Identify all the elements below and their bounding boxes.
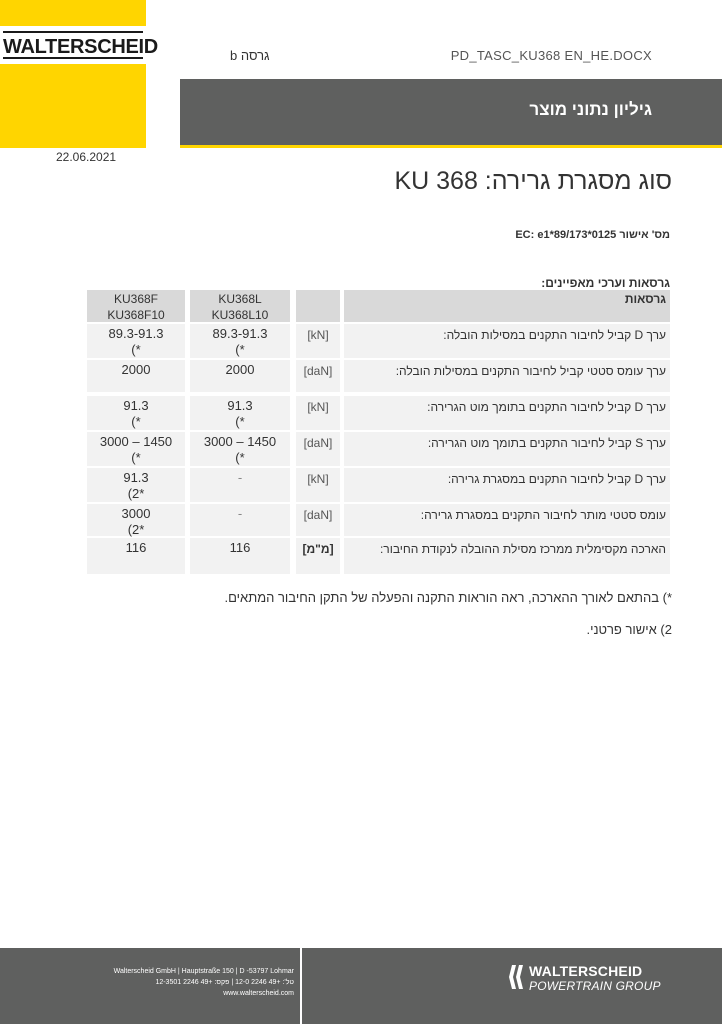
table-row-value-f [87, 324, 185, 358]
col-l-name-2: KU368L10 [211, 308, 269, 322]
value-footnote: (2* [127, 522, 145, 537]
footer-address [114, 966, 294, 999]
brand-group: POWERTRAIN GROUP [529, 979, 661, 993]
document-date: 22.06.2021 [56, 150, 117, 164]
value-line: - [237, 506, 243, 521]
table-row-value-l [190, 538, 290, 574]
value-line: 2000 [225, 362, 255, 377]
table-row-value-l [190, 396, 290, 430]
col-f-name-2: KU368F10 [107, 308, 165, 322]
value-line: 89.3-91.3 [108, 326, 164, 341]
address-line-1: Walterscheid GmbH | Hauptstraße 150 | D -53797 Lohmar [113, 968, 294, 975]
version-label: גרסה b [230, 48, 270, 63]
logo-yellow-bottom [0, 64, 146, 148]
table-header-label-text: גרסאות [624, 292, 666, 306]
table-header-label [344, 290, 670, 322]
table-row-value-l [190, 360, 290, 392]
table-row-value-l [190, 324, 290, 358]
value-footnote: (* [131, 450, 141, 465]
value-footnote: (* [131, 342, 141, 357]
value-footnote: (* [131, 414, 141, 429]
document-name: PD_TASC_KU368 EN_HE.DOCX [450, 48, 652, 63]
table-row-value-f [87, 396, 185, 430]
table-row-unit: [kN] [296, 324, 340, 358]
table-row-unit: [daN] [296, 360, 340, 392]
value-line: 89.3-91.3 [212, 326, 268, 341]
sheet-title: גיליון נתוני מוצר [529, 100, 652, 119]
brand-name: WALTERSCHEID [529, 963, 643, 979]
value-footnote: (* [235, 414, 245, 429]
table-row-label: ערך עומס סטטי קביל לחיבור התקנים במסילות הובלה: [344, 360, 670, 392]
table-row-unit: [מ"מ] [296, 538, 340, 574]
website-link[interactable]: www.walterscheid.com [223, 990, 294, 997]
table-row-unit: [daN] [296, 504, 340, 536]
value-footnote: (* [235, 342, 245, 357]
table-row-unit: [kN] [296, 468, 340, 502]
walterscheid-logo: WALTERSCHEID [3, 31, 143, 59]
address-line-2: טל': +49 2246 12-0 | פקס: +49 2246 12-3501 [155, 979, 294, 986]
page-title: סוג מסגרת גרירה: KU 368 [394, 167, 672, 195]
value-line: 91.3 [123, 470, 149, 485]
table-row-unit: [kN] [296, 396, 340, 430]
table-row-value-f [87, 360, 185, 392]
table-row-value-f [87, 538, 185, 574]
table-row-label: ערך D קביל לחיבור התקנים בתומך מוט הגרירה: [344, 396, 670, 430]
value-line: 91.3 [123, 398, 149, 413]
section-heading: גרסאות וערכי מאפיינים: [541, 276, 670, 290]
table-row-value-l [190, 468, 290, 502]
value-line: 3000 [121, 506, 151, 521]
table-row-label: ערך S קביל לחיבור התקנים בתומך מוט הגרירה: [344, 432, 670, 466]
col-f-name-1: KU368F [113, 292, 159, 306]
footer-brand [529, 963, 661, 993]
logo-yellow-top [0, 0, 146, 26]
value-line: 91.3 [227, 398, 253, 413]
table-row-value-f [87, 432, 185, 466]
header-accent-line [180, 145, 722, 148]
table-row-value-f [87, 504, 185, 536]
value-line: - [237, 470, 243, 485]
col-l-name-1: KU368L [218, 292, 262, 306]
footnote-1: *) בהתאם לאורך ההארכה, ראה הוראות התקנה והפעלה של התקן החיבור המתאים. [224, 590, 672, 605]
table-row-value-l [190, 432, 290, 466]
table-row-unit: [daN] [296, 432, 340, 466]
value-line: 116 [229, 540, 251, 555]
table-row-label: ערך D קביל לחיבור התקנים במסילות הובלה: [344, 324, 670, 358]
table-row-label: עומס סטטי מותר לחיבור התקנים במסגרת גרירה: [344, 504, 670, 536]
value-line: 3000 – 1450 [99, 434, 173, 449]
table-row-value-l [190, 504, 290, 536]
value-line: 116 [125, 540, 147, 555]
value-line: 3000 – 1450 [203, 434, 277, 449]
value-line: 2000 [121, 362, 151, 377]
table-header-unit [296, 290, 340, 322]
approval-number: מס' אישור EC: e1*89/173*0125 [515, 229, 670, 241]
value-footnote: (* [235, 450, 245, 465]
table-row-value-f [87, 468, 185, 502]
table-row-label: ערך D קביל לחיבור התקנים במסגרת גרירה: [344, 468, 670, 502]
walterscheid-brand-icon [509, 963, 525, 991]
table-header-col-l [190, 290, 290, 322]
table-header-col-f [87, 290, 185, 322]
footnote-2: 2) אישור פרטני. [586, 622, 672, 637]
value-footnote: (2* [127, 486, 145, 501]
table-row-label: הארכה מקסימלית ממרכז מסילת ההובלה לנקודת החיבור: [344, 538, 670, 574]
